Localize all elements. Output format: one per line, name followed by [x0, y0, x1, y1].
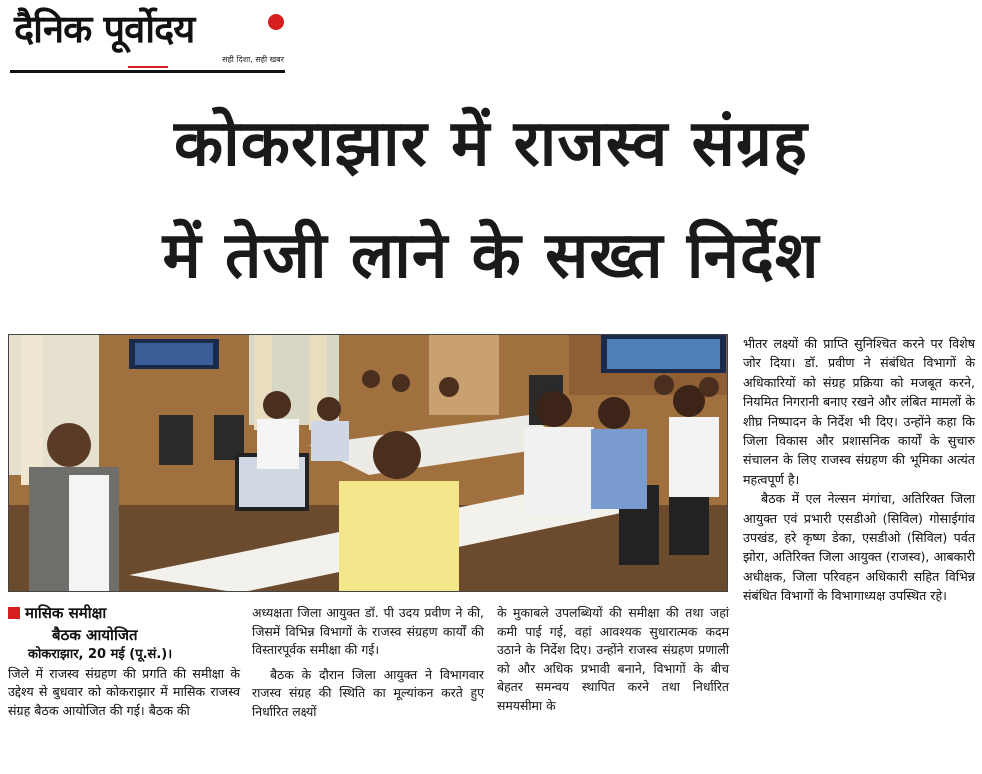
masthead-red-dot-icon	[268, 14, 284, 30]
article-paragraph-4: के मुकाबले उपलब्धियों की समीक्षा की तथा जहां कमी पाई गई, वहां आवश्यक सुधारात्मक कदम उठाने के निर्देश दिए। उन्होंने राजस्व संग्रहण प्रणाली को और अधिक प्रभावी बनाने, विभागों के बीच बेहतर समन्वय स्थापित करने तथा निर्धारित समयसीमा के	[497, 605, 729, 713]
masthead-accent-line	[128, 66, 168, 68]
article-column-1	[8, 602, 240, 720]
subheading	[8, 602, 240, 646]
article-column-3	[497, 604, 729, 716]
article-paragraph-6: बैठक में एल नेल्सन मंगांचा, अतिरिक्त जिला आयुक्त एवं प्रभारी एसडीओ (सिविल) गोसाईगांव उपखंड, हरे कृष्ण डेका, एसडीओ (सिविल) पर्वत झोरा, अतिरिक्त जिला आयुक्त (राजस्व), आबकारी अधीक्षक, जिला परिवहन अधिकारी सहित विभिन्न संबंधित विभागों के विभागाध्यक्ष उपस्थित रहे।	[743, 491, 975, 604]
article-paragraph-3: बैठक के दौरान जिला आयुक्त ने विभागवार राजस्व संग्रह की स्थिति का मूल्यांकन करते हुए निर्धारित लक्ष्यों	[252, 666, 484, 719]
article-paragraph-1: जिले में राजस्व संग्रहण की प्रगति की समीक्षा के उद्देश्य से बुधवार को कोकराझार में मासिक राजस्व संग्रह बैठक आयोजित की गई। बैठक की	[8, 665, 240, 718]
newspaper-tagline: सही दिशा, सही खबर	[222, 55, 284, 64]
headline-line-2: में तेजी लाने के सख्त निर्देश	[162, 219, 820, 293]
article-paragraph-5: भीतर लक्ष्यों की प्राप्ति सुनिश्चित करने पर विशेष जोर दिया। डॉ. प्रवीण ने संबंधित विभागों के अधिकारियों को संग्रह प्रक्रिया को मजबूत करने, नियमित निगरानी बनाए रखने और लंबित मामलों के शीघ्र निष्पादन के निर्देश भी दिए। उन्होंने कहा कि जिला विकास और प्रशासनिक कार्यों के सुचारु संचालन के लिए राजस्व संग्रहण की भूमिका अत्यंत महत्वपूर्ण है।	[743, 336, 975, 487]
masthead-rule	[10, 70, 285, 73]
headline	[0, 88, 982, 312]
subheading-line-1: मासिक समीक्षा	[25, 604, 107, 622]
meeting-photo	[8, 334, 728, 592]
meeting-room-illustration	[9, 335, 728, 592]
headline-line-1: कोकराझार में राजस्व संग्रह	[174, 107, 808, 181]
masthead	[10, 4, 290, 74]
subheading-line-2: बैठक आयोजित	[52, 626, 138, 644]
dateline: कोकराझार, 20 मई (पू.सं.)।	[28, 647, 173, 662]
article-column-2	[252, 604, 484, 722]
article-paragraph-2: अध्यक्षता जिला आयुक्त डॉ. पी उदय प्रवीण ने की, जिसमें विभिन्न विभागों के राजस्व संग्रहण कार्यों की विस्तारपूर्वक समीक्षा की गई।	[252, 605, 484, 658]
red-square-bullet-icon	[8, 607, 20, 619]
article-column-4	[743, 334, 975, 606]
newspaper-name: दैनिक पूर्वोदय	[14, 7, 195, 51]
